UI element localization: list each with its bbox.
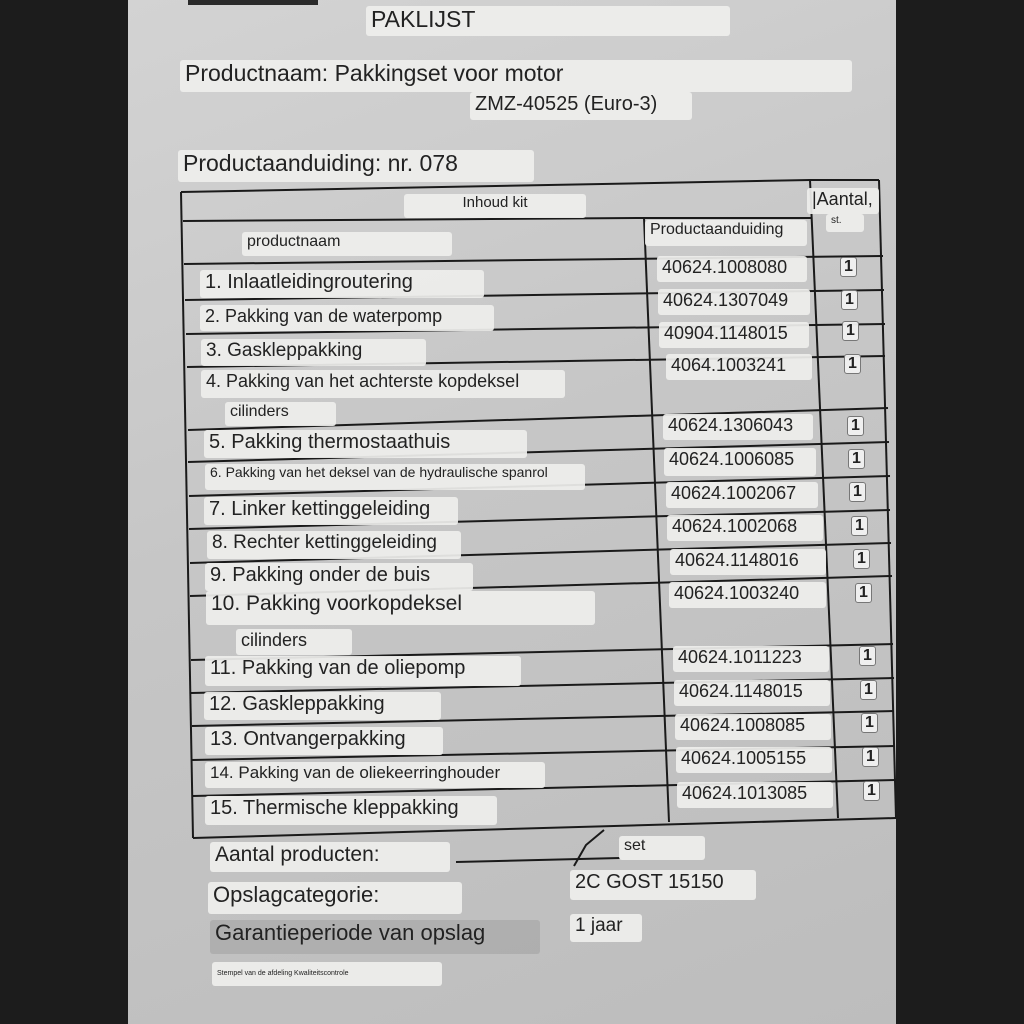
column-header-qty-unit: st. [826,214,864,232]
row-qty: 1 [860,680,877,700]
row-name: 4. Pakking van het achterste kopdeksel [201,370,565,398]
table-group-header: Inhoud kit [404,194,586,218]
row-qty: 1 [862,747,879,767]
row-name: 9. Pakking onder de buis [205,563,473,591]
row-code: 40624.1307049 [658,289,810,315]
row-code: 40624.1005155 [676,747,832,773]
row-qty: 1 [841,290,858,310]
row-code: 40624.1013085 [677,782,833,808]
row-code: 40624.1008085 [675,714,831,740]
row-code: 40624.1306043 [663,414,813,440]
row-code: 40624.1148016 [670,549,826,575]
row-name: 13. Ontvangerpakking [205,727,443,755]
row-qty: 1 [840,257,857,277]
column-header-code: Productaanduiding [645,220,807,246]
row-name: 6. Pakking van het deksel van de hydraulische spanrol [205,464,585,490]
row-qty: 1 [853,549,870,569]
quantity-value [588,828,597,848]
product-name-line1: Productnaam: Pakkingset voor motor [180,60,852,92]
row-qty: 1 [849,482,866,502]
row-code: 40624.1003240 [669,582,826,608]
row-name: 8. Rechter kettinggeleiding [207,531,461,559]
row-qty: 1 [859,646,876,666]
row-qty: 1 [855,583,872,603]
row-code: 40624.1148015 [674,680,830,706]
row-qty: 1 [863,781,880,801]
row-name-continued: cilinders [225,402,336,426]
row-code: 40624.1002067 [666,482,818,508]
row-code: 40624.1011223 [673,646,829,672]
warranty-label: Garantieperiode van opslag [210,920,540,954]
row-name: 2. Pakking van de waterpomp [200,305,494,331]
row-code: 4064.1003241 [666,354,812,380]
row-name: 15. Thermische kleppakking [205,796,497,825]
row-qty: 1 [847,416,864,436]
product-designation: Productaanduiding: nr. 078 [178,150,534,182]
row-code: 40904.1148015 [659,322,809,348]
document-page [128,0,896,1024]
storage-label: Opslagcategorie: [208,882,462,914]
row-name-continued: cilinders [236,629,352,655]
row-code: 40624.1006085 [664,448,816,476]
row-qty: 1 [844,354,861,374]
warranty-value: 1 jaar [570,914,642,942]
row-name: 3. Gaskleppakking [201,339,426,366]
row-name: 5. Pakking thermostaathuis [204,430,527,458]
row-name: 1. Inlaatleidingroutering [200,270,484,298]
row-qty: 1 [848,449,865,469]
column-header-name: productnaam [242,232,452,256]
stamp-label: Stempel van de afdeling Kwaliteitscontrole [212,962,442,986]
column-header-qty: |Aantal, [807,188,879,214]
row-name: 10. Pakking voorkopdeksel [206,591,595,625]
row-code: 40624.1008080 [657,256,807,282]
row-qty: 1 [861,713,878,733]
quantity-label: Aantal producten: [210,842,450,872]
row-name: 14. Pakking van de oliekeerringhouder [205,762,545,788]
row-name: 12. Gaskleppakking [204,692,441,720]
storage-value: 2C GOST 15150 [570,870,756,900]
row-name: 11. Pakking van de oliepomp [205,656,521,686]
product-name-line2: ZMZ-40525 (Euro-3) [470,92,692,120]
document-title: PAKLIJST [366,6,730,36]
row-name: 7. Linker kettinggeleiding [204,497,458,525]
quantity-unit: set [619,836,705,860]
row-code: 40624.1002068 [667,515,823,541]
row-qty: 1 [842,321,859,341]
row-qty: 1 [851,516,868,536]
